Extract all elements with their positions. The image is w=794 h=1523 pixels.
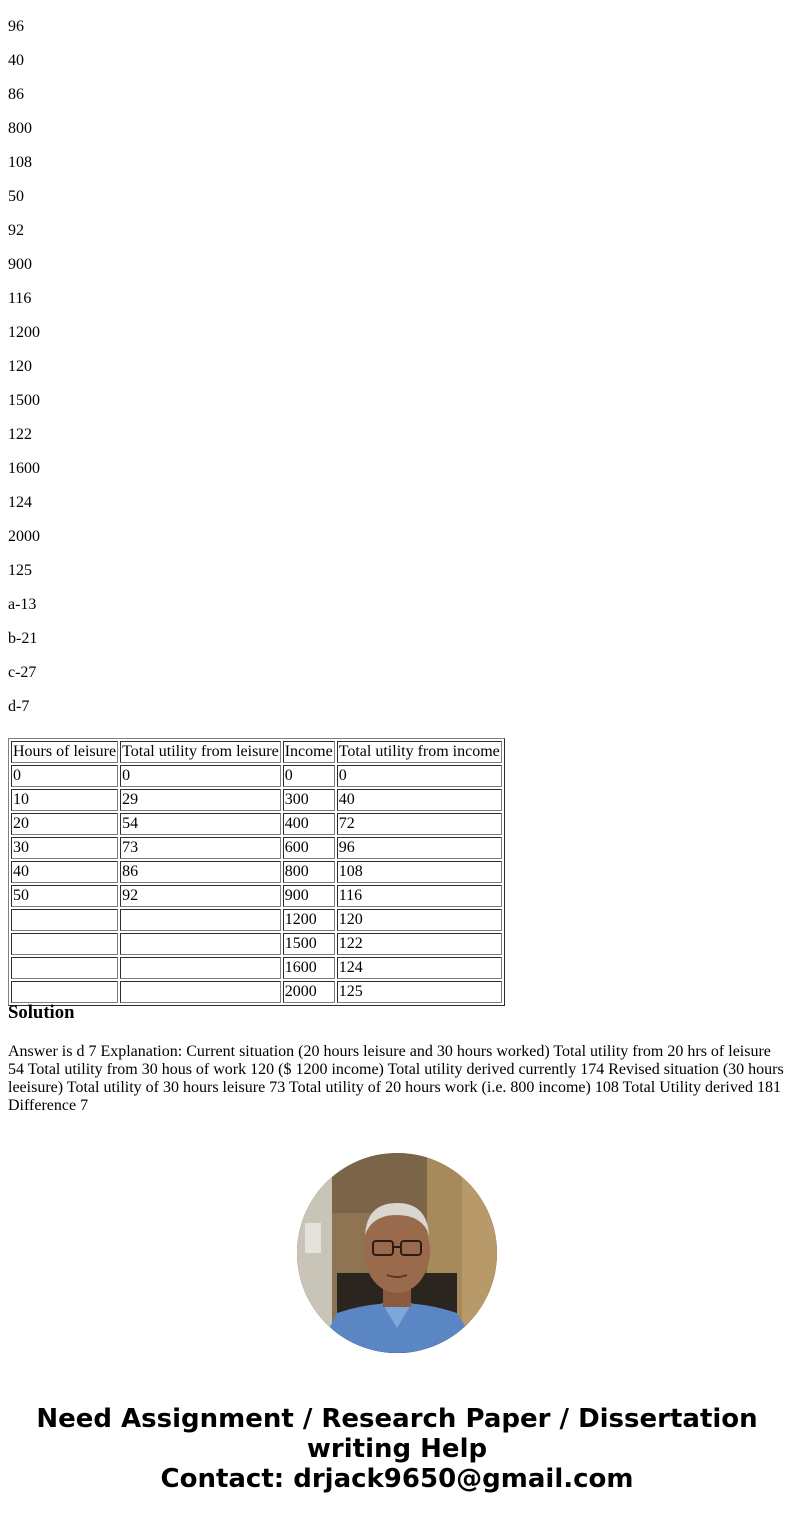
table-row <box>11 957 502 979</box>
table-cell <box>120 909 281 931</box>
table-cell: 400 <box>283 813 335 835</box>
header-utility-from-leisure: Total utility from leisure <box>120 741 281 763</box>
answer-value-list <box>8 0 788 732</box>
table-cell: 108 <box>337 861 502 883</box>
table-cell <box>120 957 281 979</box>
option-b: b-21 <box>8 630 38 647</box>
table-cell: 50 <box>11 885 118 907</box>
table-cell <box>11 981 118 1003</box>
table-cell: 40 <box>337 789 502 811</box>
option-a: a-13 <box>8 596 37 613</box>
table-cell: 124 <box>337 957 502 979</box>
table-row <box>11 837 502 859</box>
table-cell: 0 <box>337 765 502 787</box>
table-row <box>11 933 502 955</box>
table-row <box>11 765 502 787</box>
table-cell: 900 <box>283 885 335 907</box>
table-header-row <box>11 741 502 763</box>
table-row <box>11 909 502 931</box>
option-d: d-7 <box>8 698 30 715</box>
table-cell: 92 <box>120 885 281 907</box>
table-cell: 86 <box>120 861 281 883</box>
table-cell: 120 <box>337 909 502 931</box>
table-cell: 54 <box>120 813 281 835</box>
solution-explanation: Answer is d 7 Explanation: Current situation (20 hours leisure and 30 hours worked) Total utility from 20 hrs of leisure 54 Total utility from 30 hous of work 120 ($ 1200 income) Total utility derived currently 174 Revised situation (30 hours leeisure) Total utility of 30 hours leisure 73 Total utility of 20 hours work (i.e. 800 income) 108 Total Utility derived 181 Difference 7 <box>8 1043 784 1114</box>
value-line: 1500 <box>8 392 40 409</box>
value-line: 1600 <box>8 460 40 477</box>
table-cell: 300 <box>283 789 335 811</box>
value-line: 40 <box>8 52 24 69</box>
table-row <box>11 789 502 811</box>
value-line: 96 <box>8 18 24 35</box>
value-line <box>8 0 788 18</box>
table-cell: 1500 <box>283 933 335 955</box>
table-cell: 20 <box>11 813 118 835</box>
value-line: 122 <box>8 426 32 443</box>
table-cell: 96 <box>337 837 502 859</box>
table-row <box>11 861 502 883</box>
value-line: 800 <box>8 120 32 137</box>
table-cell: 2000 <box>283 981 335 1003</box>
value-line: 116 <box>8 290 32 307</box>
table-cell: 125 <box>337 981 502 1003</box>
value-line: 50 <box>8 188 24 205</box>
option-c: c-27 <box>8 664 37 681</box>
header-hours-of-leisure: Hours of leisure <box>11 741 118 763</box>
table-cell: 29 <box>120 789 281 811</box>
table-row <box>11 813 502 835</box>
table-cell: 116 <box>337 885 502 907</box>
value-line: 92 <box>8 222 24 239</box>
value-line: 120 <box>8 358 32 375</box>
table-cell: 10 <box>11 789 118 811</box>
table-cell: 0 <box>11 765 118 787</box>
table-row <box>11 885 502 907</box>
table-cell: 0 <box>283 765 335 787</box>
table-cell: 122 <box>337 933 502 955</box>
author-avatar <box>297 1153 497 1353</box>
table-cell: 1600 <box>283 957 335 979</box>
table-row <box>11 981 502 1003</box>
table-cell <box>120 981 281 1003</box>
table-cell: 600 <box>283 837 335 859</box>
solution-heading: Solution <box>8 1002 75 1023</box>
utility-table <box>8 738 505 1006</box>
contact-banner-line: Need Assignment / Research Paper / Dissertation <box>36 1404 758 1434</box>
value-line: 125 <box>8 562 32 579</box>
table-cell <box>11 909 118 931</box>
contact-banner-line: writing Help <box>306 1434 488 1464</box>
table-cell: 30 <box>11 837 118 859</box>
author-portrait-image <box>297 1153 497 1353</box>
contact-banner <box>0 1404 794 1494</box>
table-cell: 72 <box>337 813 502 835</box>
table-cell <box>11 957 118 979</box>
table-cell: 0 <box>120 765 281 787</box>
value-line: 86 <box>8 86 24 103</box>
header-income: Income <box>283 741 335 763</box>
table-cell: 1200 <box>283 909 335 931</box>
table-cell <box>120 933 281 955</box>
value-line: 108 <box>8 154 32 171</box>
value-line: 124 <box>8 494 32 511</box>
table-cell: 800 <box>283 861 335 883</box>
value-line: 900 <box>8 256 32 273</box>
value-line: 2000 <box>8 528 40 545</box>
header-utility-from-income: Total utility from income <box>337 741 502 763</box>
table-cell <box>11 933 118 955</box>
contact-email: Contact: drjack9650@gmail.com <box>160 1464 634 1494</box>
value-line: 1200 <box>8 324 40 341</box>
table-cell: 40 <box>11 861 118 883</box>
table-cell: 73 <box>120 837 281 859</box>
